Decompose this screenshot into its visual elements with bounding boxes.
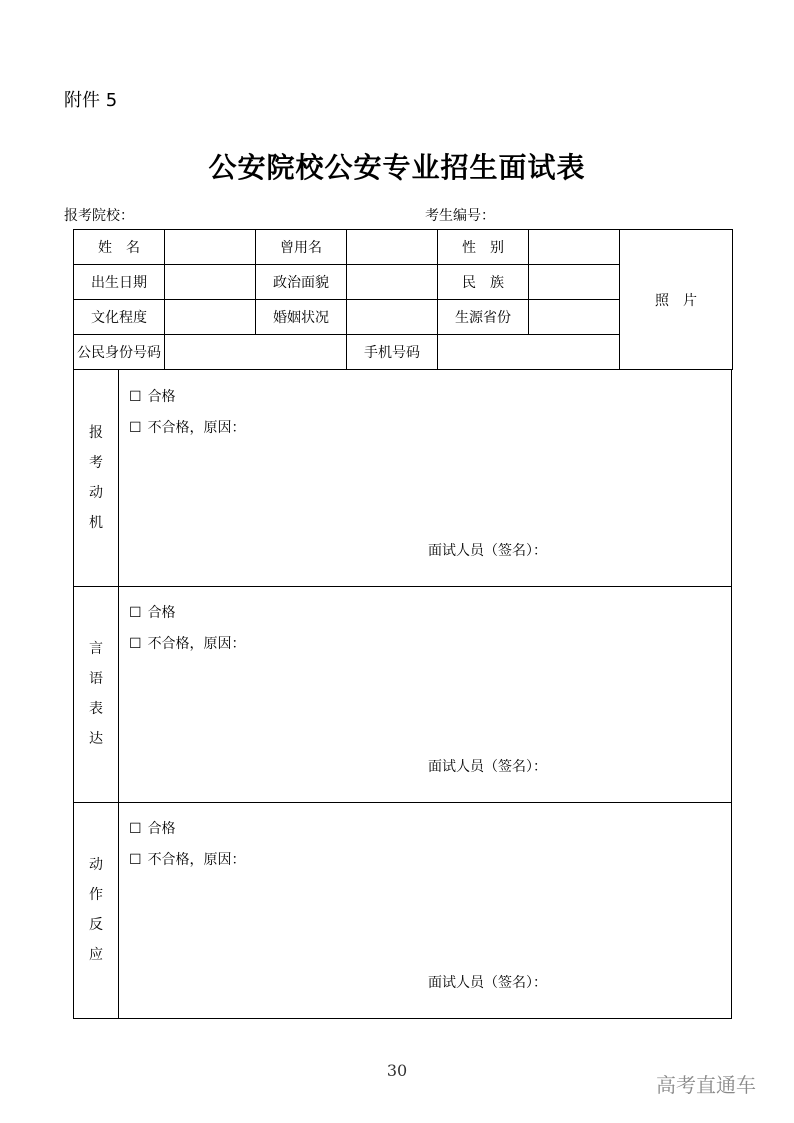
id-number-label: 公民身份号码 <box>74 335 165 370</box>
origin-province-field[interactable] <box>529 300 620 335</box>
section-label <box>74 586 119 802</box>
fail-option[interactable] <box>129 849 246 869</box>
education-field[interactable] <box>165 300 256 335</box>
interviewer-signature: 面试人员（签名）： <box>428 975 547 991</box>
checkbox-icon[interactable]: ☐ <box>129 821 142 837</box>
checkbox-icon[interactable]: ☐ <box>129 636 142 652</box>
section-motivation <box>73 370 732 587</box>
attachment-label: 附件 5 <box>64 90 118 111</box>
pass-option[interactable] <box>129 386 176 406</box>
section-label-char: 考 <box>89 455 103 471</box>
applicant-info-table <box>73 229 733 370</box>
section-label-char: 表 <box>89 701 103 717</box>
checkbox-icon[interactable]: ☐ <box>129 420 142 436</box>
fail-label: 不合格，原因： <box>147 636 246 652</box>
ethnicity-label: 民 族 <box>438 265 529 300</box>
id-number-field[interactable] <box>165 335 347 370</box>
former-name-field[interactable] <box>347 230 438 265</box>
pass-option[interactable] <box>129 818 176 838</box>
section-label-char: 动 <box>89 857 103 873</box>
fail-option[interactable] <box>129 633 246 653</box>
origin-province-label: 生源省份 <box>438 300 529 335</box>
political-status-label: 政治面貌 <box>256 265 347 300</box>
section-label-char: 报 <box>89 425 103 441</box>
section-label-char: 反 <box>89 917 103 933</box>
political-status-field[interactable] <box>347 265 438 300</box>
birth-date-field[interactable] <box>165 265 256 300</box>
school-label: 报考院校： <box>64 208 134 224</box>
photo-cell[interactable]: 照 片 <box>620 230 733 370</box>
fail-label: 不合格，原因： <box>147 420 246 436</box>
checkbox-icon[interactable]: ☐ <box>129 389 142 405</box>
pass-label: 合格 <box>147 605 176 621</box>
former-name-label: 曾用名 <box>256 230 347 265</box>
fail-option[interactable] <box>129 417 246 437</box>
section-label-char: 达 <box>89 731 103 747</box>
exam-number-label: 考生编号： <box>425 208 495 224</box>
section-label <box>74 370 119 586</box>
gender-field[interactable] <box>529 230 620 265</box>
interviewer-signature: 面试人员（签名）： <box>428 543 547 559</box>
pass-label: 合格 <box>147 821 176 837</box>
section-label-char: 动 <box>89 485 103 501</box>
checkbox-icon[interactable]: ☐ <box>129 605 142 621</box>
page-title: 公安院校公安专业招生面试表 <box>208 151 586 184</box>
birth-date-label: 出生日期 <box>74 265 165 300</box>
mobile-field[interactable] <box>438 335 620 370</box>
page-number: 30 <box>386 1061 408 1080</box>
checkbox-icon[interactable]: ☐ <box>129 852 142 868</box>
watermark-text: 高考直通车 <box>656 1073 756 1097</box>
mobile-label: 手机号码 <box>347 335 438 370</box>
section-motor-reaction <box>73 802 732 1019</box>
pass-option[interactable] <box>129 602 176 622</box>
marital-status-field[interactable] <box>347 300 438 335</box>
name-label: 姓 名 <box>74 230 165 265</box>
marital-status-label: 婚姻状况 <box>256 300 347 335</box>
education-label: 文化程度 <box>74 300 165 335</box>
gender-label: 性 别 <box>438 230 529 265</box>
interviewer-signature: 面试人员（签名）： <box>428 759 547 775</box>
ethnicity-field[interactable] <box>529 265 620 300</box>
section-label-char: 作 <box>89 887 103 903</box>
fail-label: 不合格，原因： <box>147 852 246 868</box>
name-field[interactable] <box>165 230 256 265</box>
section-label-char: 语 <box>89 671 103 687</box>
section-label-char: 言 <box>89 641 103 657</box>
section-verbal-expression <box>73 586 732 803</box>
section-label-char: 应 <box>89 947 103 963</box>
section-label <box>74 802 119 1018</box>
section-label-char: 机 <box>89 515 103 531</box>
pass-label: 合格 <box>147 389 176 405</box>
